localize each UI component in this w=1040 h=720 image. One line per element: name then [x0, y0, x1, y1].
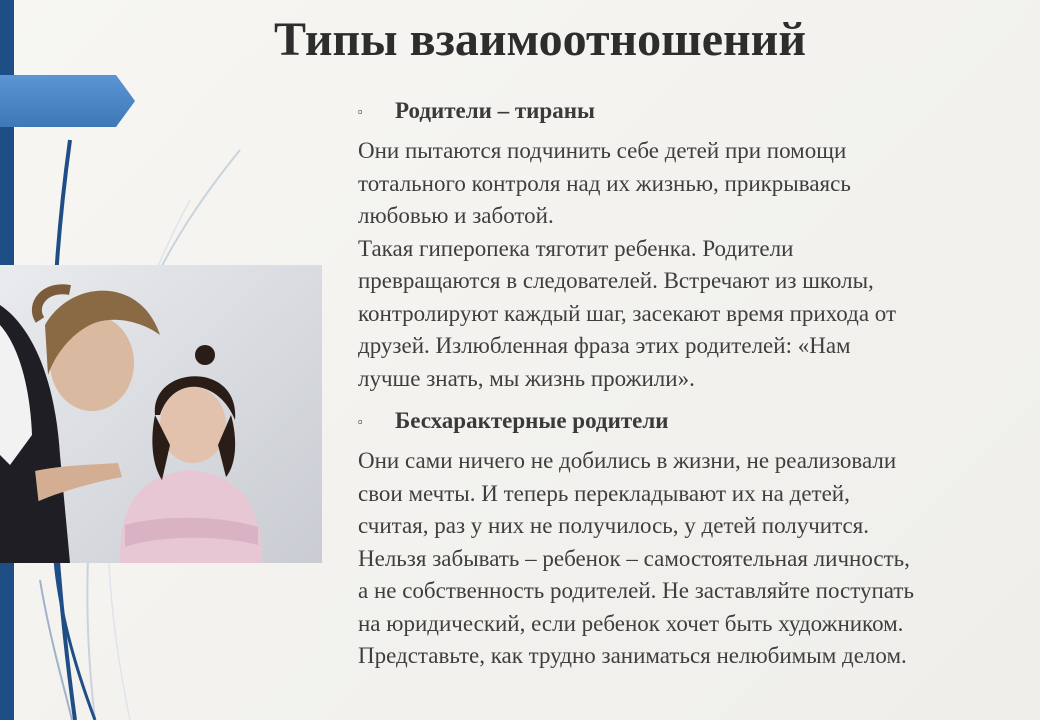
text-line: любовью и заботой.: [358, 203, 554, 228]
mother-scolding-child-photo: [0, 265, 322, 563]
text-line: Такая гиперопека тяготит ребенка. Родители: [358, 235, 794, 261]
text-line: а не собственность родителей. Не заставляйте поступать: [358, 578, 914, 603]
text-line: Представьте, как трудно заниматься нелюбимым делом.: [358, 643, 907, 668]
text-line: Нельзя забывать – ребенок – самостоятельная личность,: [358, 545, 910, 571]
heading-text: Бесхарактерные родители: [395, 408, 669, 433]
square-bullet-icon: ▫: [358, 104, 363, 119]
text-line: превращаются в следователей. Встречают из школы,: [358, 268, 874, 293]
text-line: Они сами ничего не добились в жизни, не реализовали: [358, 448, 897, 473]
section-heading-tyrants: [358, 96, 1018, 126]
text-line: считая, раз у них не получилось, у детей получится.: [358, 513, 869, 538]
heading-text: Родители – тираны: [395, 98, 595, 123]
text-line: на юридический, если ребенок хочет быть художником.: [358, 610, 904, 636]
text-line: контролируют каждый шаг, засекают время прихода от: [358, 300, 897, 326]
content-area: [358, 96, 1018, 684]
square-bullet-icon: ▫: [358, 414, 363, 429]
paragraph-tyrants: [358, 135, 1018, 395]
text-line: лучше знать, мы жизнь прожили».: [358, 365, 695, 391]
text-line: Они пытаются подчинить себе детей при помощи: [358, 138, 847, 163]
section-heading-spineless: [358, 406, 1018, 436]
text-line: друзей. Излюбленная фраза этих родителей: «Нам: [358, 333, 851, 358]
text-line: тотального контроля над их жизнью, прикрываясь: [358, 170, 851, 196]
paragraph-spineless: [358, 445, 1018, 673]
page-title: Типы взаимоотношений: [274, 13, 806, 66]
text-line: свои мечты. И теперь перекладывают их на детей,: [358, 480, 850, 506]
chevron-tab-icon: [0, 75, 135, 127]
